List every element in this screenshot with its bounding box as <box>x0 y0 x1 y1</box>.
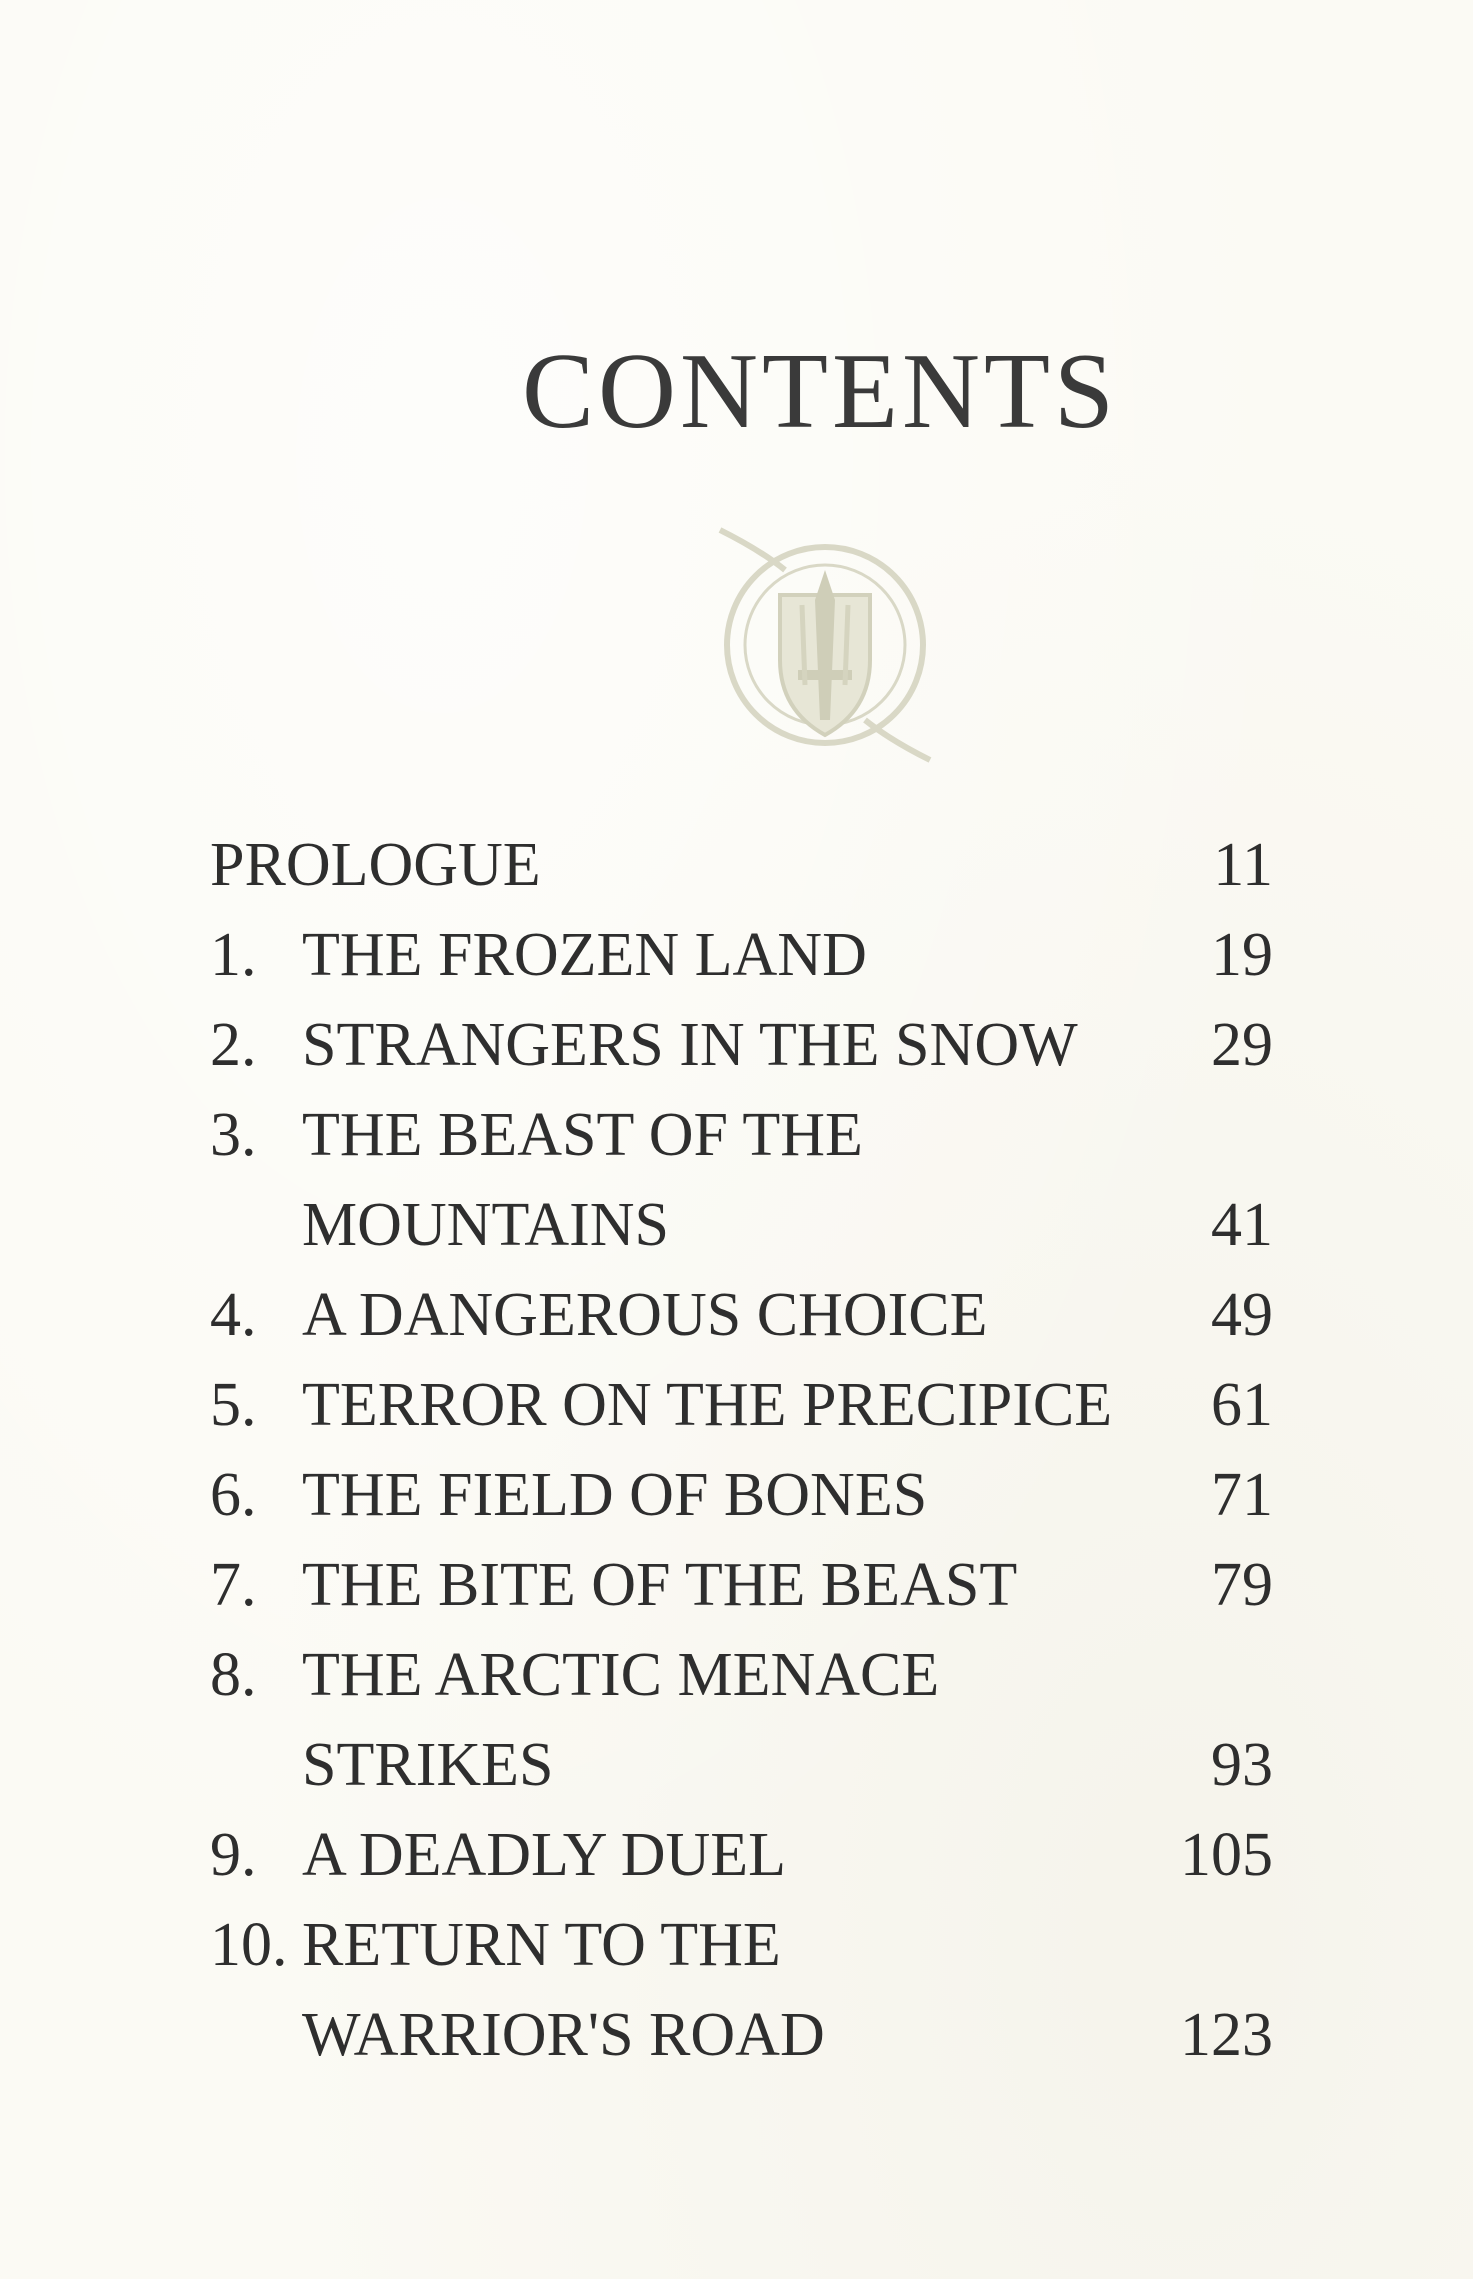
chapter-number: 6. <box>210 1461 257 1529</box>
toc-row <box>0 1090 1473 1180</box>
chapter-title: MOUNTAINS <box>302 1191 670 1259</box>
chapter-title: A DANGEROUS CHOICE <box>302 1281 988 1349</box>
chapter-title: THE ARCTIC MENACE <box>302 1641 940 1709</box>
toc-row <box>0 1810 1473 1900</box>
chapter-title: STRIKES <box>302 1731 554 1799</box>
chapter-number: 9. <box>210 1821 257 1889</box>
toc-row <box>0 1900 1473 1990</box>
page-number: 105 <box>1180 1821 1273 1889</box>
toc-row <box>0 910 1473 1000</box>
chapter-number: 3. <box>210 1101 257 1169</box>
toc-row <box>0 1720 1473 1810</box>
toc-row <box>0 1180 1473 1270</box>
toc-row <box>0 1270 1473 1360</box>
shield-sword-emblem-icon <box>690 510 960 780</box>
chapter-title: A DEADLY DUEL <box>302 1821 786 1889</box>
page-number: 19 <box>1211 921 1273 989</box>
toc-row <box>0 1360 1473 1450</box>
page-number: 11 <box>1213 831 1273 899</box>
page-number: 93 <box>1211 1731 1273 1799</box>
toc-row <box>0 1540 1473 1630</box>
page-title: CONTENTS <box>522 332 1118 451</box>
chapter-title: THE FIELD OF BONES <box>302 1461 928 1529</box>
page-number: 123 <box>1180 2001 1273 2069</box>
chapter-number: 8. <box>210 1641 257 1709</box>
chapter-title: STRANGERS IN THE SNOW <box>302 1011 1078 1079</box>
chapter-title: TERROR ON THE PRECIPICE <box>302 1371 1113 1439</box>
chapter-title: PROLOGUE <box>210 831 541 899</box>
chapter-title: THE BEAST OF THE <box>302 1101 863 1169</box>
chapter-number: 4. <box>210 1281 257 1349</box>
toc-row <box>0 1000 1473 1090</box>
page-number: 41 <box>1211 1191 1273 1259</box>
chapter-number: 5. <box>210 1371 257 1439</box>
chapter-number: 10. <box>210 1911 288 1979</box>
chapter-number: 2. <box>210 1011 257 1079</box>
toc-row <box>0 1450 1473 1540</box>
chapter-title: RETURN TO THE <box>302 1911 781 1979</box>
chapter-title: WARRIOR'S ROAD <box>302 2001 825 2069</box>
chapter-title: THE BITE OF THE BEAST <box>302 1551 1018 1619</box>
page-number: 49 <box>1211 1281 1273 1349</box>
toc-row <box>0 820 1473 910</box>
chapter-number: 1. <box>210 921 257 989</box>
page-number: 29 <box>1211 1011 1273 1079</box>
toc-row <box>0 1990 1473 2080</box>
chapter-number: 7. <box>210 1551 257 1619</box>
page-number: 79 <box>1211 1551 1273 1619</box>
page-number: 71 <box>1211 1461 1273 1529</box>
toc-row <box>0 1630 1473 1720</box>
chapter-title: THE FROZEN LAND <box>302 921 867 989</box>
page-number: 61 <box>1211 1371 1273 1439</box>
